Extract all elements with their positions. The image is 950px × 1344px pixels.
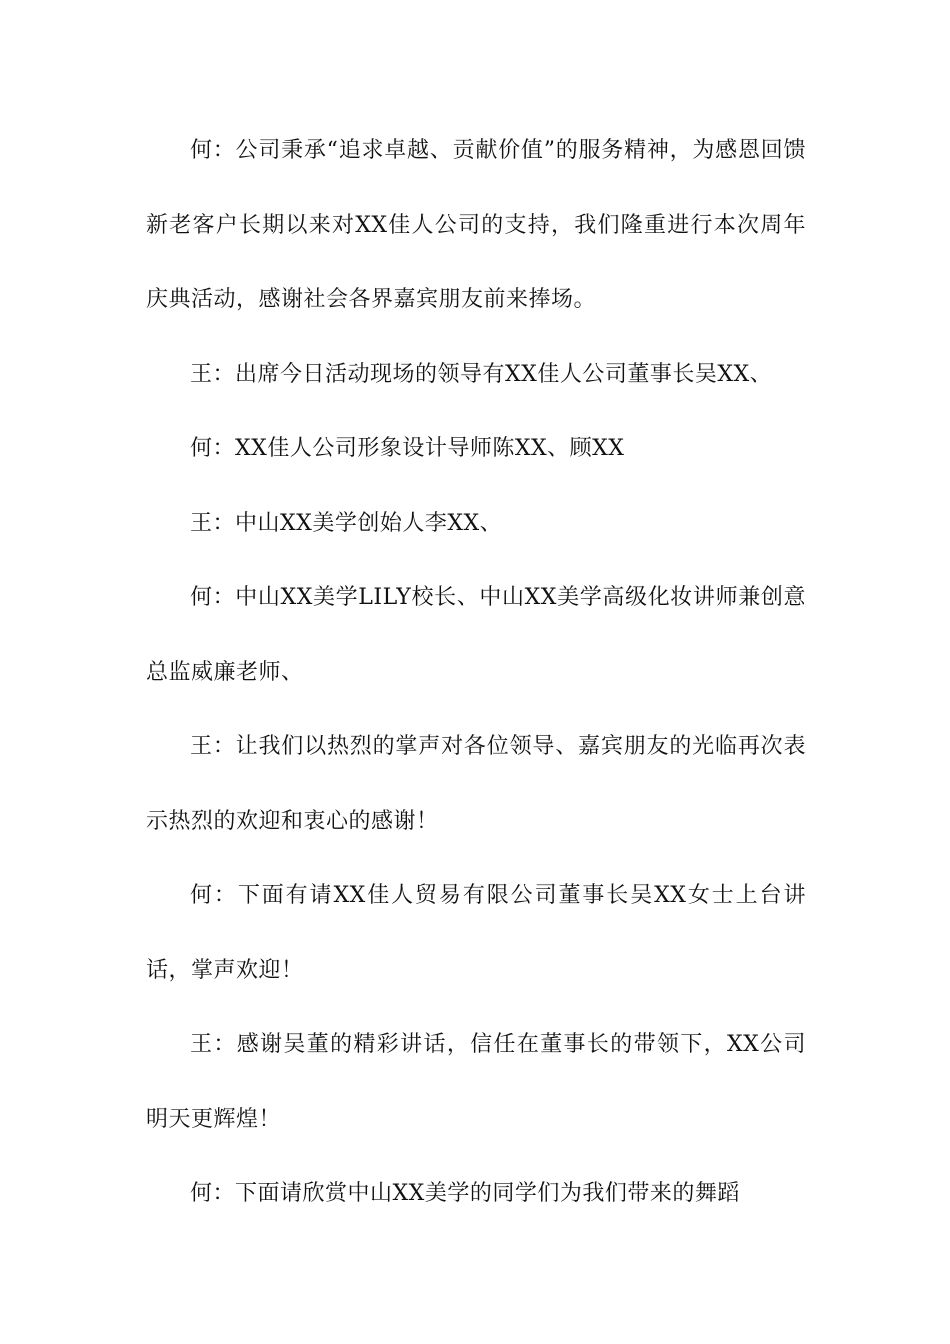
document-body: [146, 114, 806, 1232]
paragraph-5: 何：中山XX美学LILY校长、中山XX美学高级化妆讲师兼创意总监威廉老师、: [146, 585, 806, 685]
paragraph-3: 何：XX佳人公司形象设计导师陈XX、顾XX: [190, 436, 625, 461]
paragraph-8: 王：感谢吴董的精彩讲话，信任在董事长的带领下，XX公司明天更辉煌！: [146, 1032, 806, 1132]
paragraph-1: 何：公司秉承“追求卓越、贡献价值”的服务精神，为感恩回馈新老客户长期以来对XX佳人公司的支持，我们隆重进行本次周年庆典活动，感谢社会各界嘉宾朋友前来捧场。: [146, 138, 806, 312]
paragraph-7: 何：下面有请XX佳人贸易有限公司董事长吴XX女士上台讲话，掌声欢迎！: [146, 883, 806, 983]
paragraph-2: 王：出席今日活动现场的领导有XX佳人公司董事长吴XX、: [190, 361, 773, 387]
paragraph-6: 王：让我们以热烈的掌声对各位领导、嘉宾朋友的光临再次表示热烈的欢迎和衷心的感谢！: [146, 734, 806, 834]
paragraph-4: 王：中山XX美学创始人李XX、: [190, 510, 503, 536]
paragraph-9: 何：下面请欣赏中山XX美学的同学们为我们带来的舞蹈: [190, 1181, 740, 1206]
